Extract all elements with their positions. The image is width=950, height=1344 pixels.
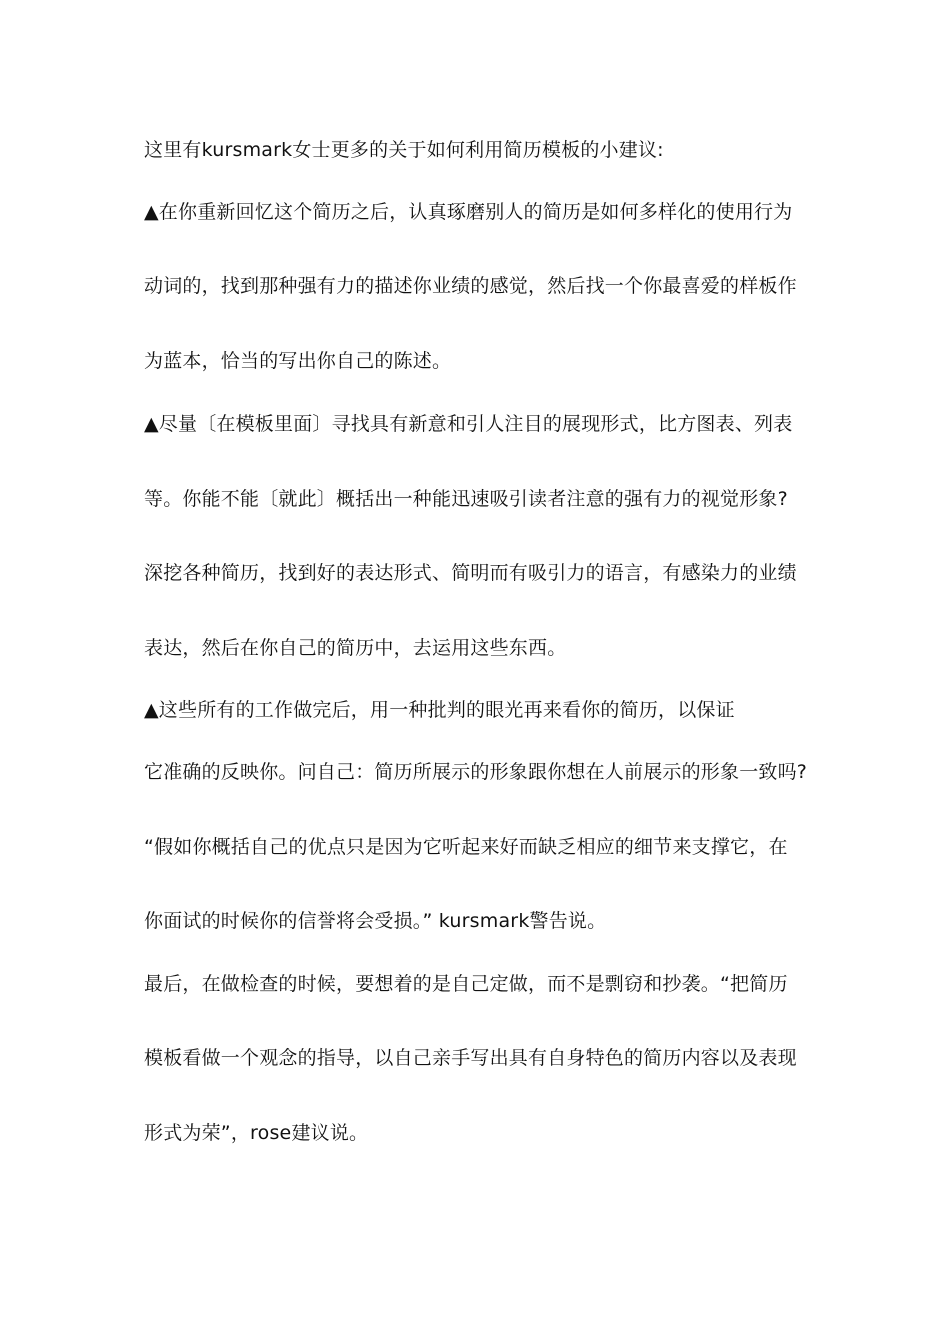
text-line-13: 最后，在做检查的时候，要想着的是自己定做，而不是剽窃和抄袭。“把简历 <box>144 973 788 995</box>
text-line-2: ▲在你重新回忆这个简历之后，认真琢磨别人的简历是如何多样化的使用行为 <box>144 201 793 223</box>
text-line-5: ▲尽量〔在模板里面〕寻找具有新意和引人注目的展现形式，比方图表、列表 <box>144 413 793 435</box>
text-line-7: 深挖各种简历，找到好的表达形式、简明而有吸引力的语言，有感染力的业绩 <box>144 562 797 584</box>
text-line-8: 表达，然后在你自己的简历中，去运用这些东西。 <box>144 637 567 659</box>
text-line-15: 形式为荣”，rose建议说。 <box>144 1122 369 1144</box>
text-line-12: 你面试的时候你的信誉将会受损。” kursmark警告说。 <box>144 910 607 932</box>
text-line-11: “假如你概括自己的优点只是因为它听起来好而缺乏相应的细节来支撑它，在 <box>144 836 788 858</box>
text-line-3: 动词的，找到那种强有力的描述你业绩的感觉，然后找一个你最喜爱的样板作 <box>144 275 797 297</box>
text-line-9: ▲这些所有的工作做完后，用一种批判的眼光再来看你的简历，以保证 <box>144 699 735 721</box>
text-line-6: 等。你能不能〔就此〕概括出一种能迅速吸引读者注意的强有力的视觉形象? <box>144 488 788 510</box>
text-line-1: 这里有kursmark女士更多的关于如何利用简历模板的小建议: <box>144 139 664 161</box>
text-line-4: 为蓝本，恰当的写出你自己的陈述。 <box>144 350 452 372</box>
text-line-10: 它准确的反映你。问自己：简历所展示的形象跟你想在人前展示的形象一致吗? <box>144 761 808 783</box>
text-line-14: 模板看做一个观念的指导，以自己亲手写出具有自身特色的简历内容以及表现 <box>144 1047 797 1069</box>
